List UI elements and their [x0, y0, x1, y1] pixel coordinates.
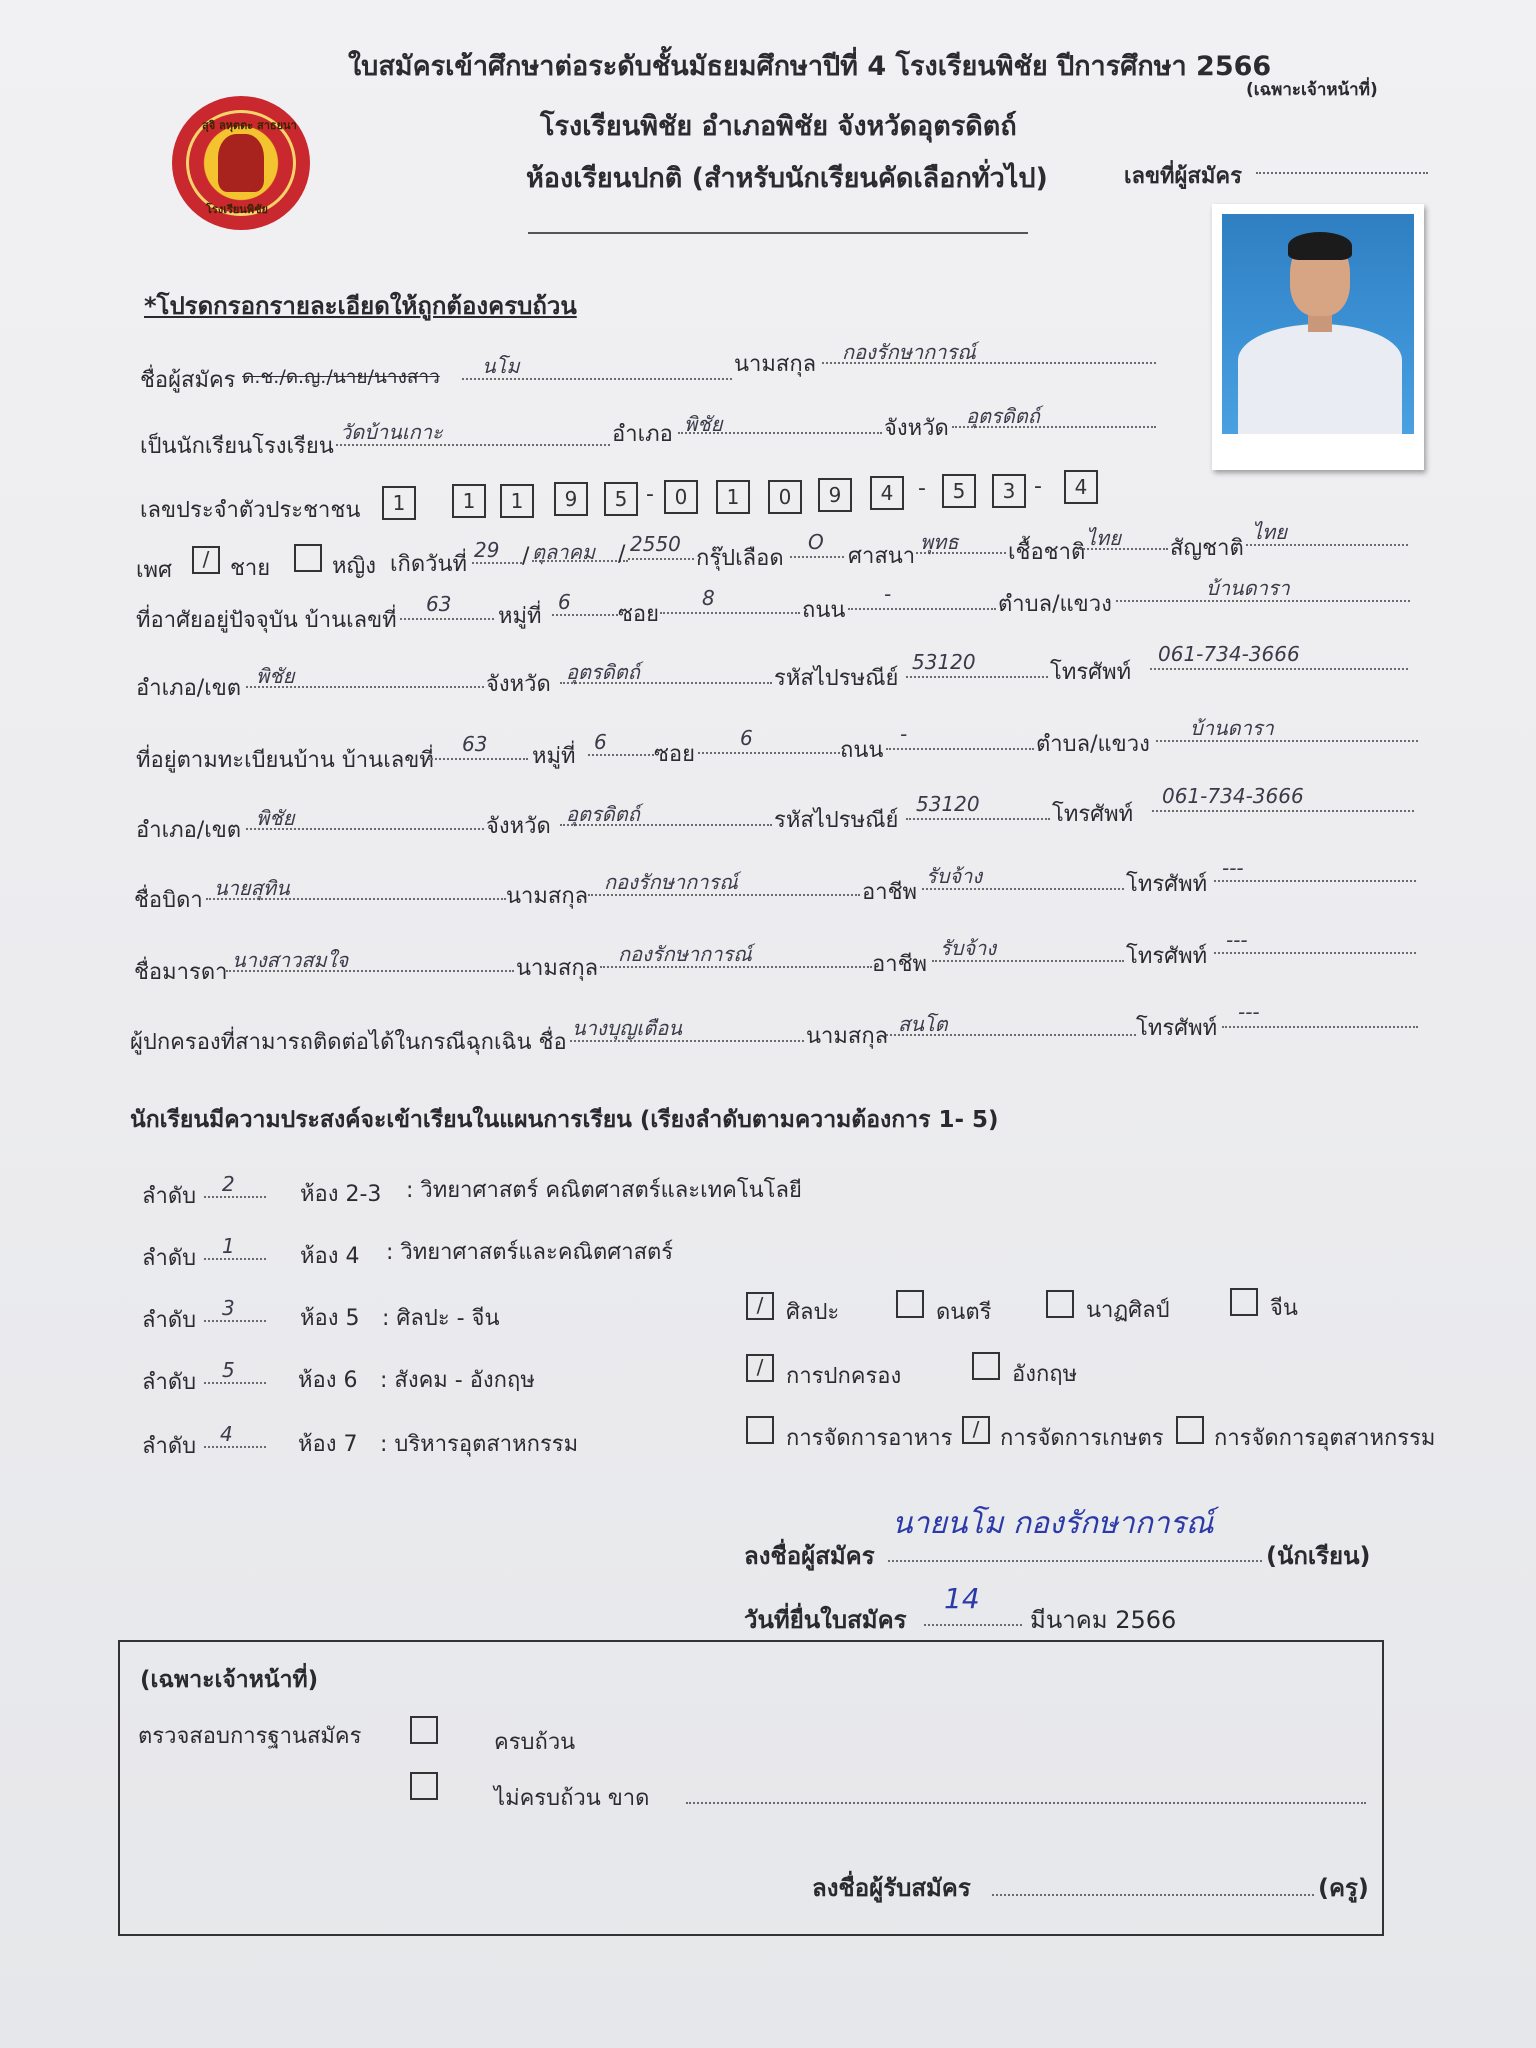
office-check-label: ตรวจสอบการฐานสมัคร: [138, 1724, 362, 1749]
option-label: การจัดการอุตสาหกรรม: [1214, 1426, 1436, 1451]
applicant-no-field[interactable]: [1256, 172, 1428, 174]
current-soi[interactable]: 8: [702, 586, 715, 610]
instruction-text: *โปรดกรอกรายละเอียดให้ถูกต้องครบถ้วน: [144, 292, 577, 320]
option-checkbox[interactable]: /: [746, 1292, 774, 1320]
road-label: ถนน: [802, 598, 846, 623]
slash: /: [618, 542, 626, 567]
registered-road[interactable]: -: [900, 722, 908, 746]
option-checkbox[interactable]: [972, 1352, 1000, 1380]
plan-rank[interactable]: 4: [220, 1422, 233, 1446]
soi-label: ซอย: [654, 742, 696, 767]
applicant-surname[interactable]: กองรักษาการณ์: [842, 340, 976, 364]
previous-school[interactable]: วัดบ้านเกาะ: [340, 420, 443, 444]
registered-subdistrict[interactable]: บ้านดารา: [1190, 716, 1274, 740]
blood-type[interactable]: O: [808, 530, 824, 554]
order-label: ลำดับ: [142, 1434, 197, 1459]
date-day[interactable]: 14: [944, 1582, 980, 1615]
option-checkbox[interactable]: [896, 1290, 924, 1318]
plans-heading: นักเรียนมีความประสงค์จะเข้าเรียนในแผนการเรียน (เรียงลำดับตามความต้องการ 1- 5): [130, 1107, 999, 1133]
id-separator: -: [1034, 474, 1042, 499]
plan-room: ห้อง 4: [300, 1244, 360, 1269]
date-label: วันที่ยื่นใบสมัคร: [744, 1606, 907, 1634]
option-checkbox[interactable]: /: [746, 1354, 774, 1382]
receiver-signature-field[interactable]: [992, 1894, 1314, 1896]
father-phone[interactable]: ---: [1222, 856, 1244, 880]
father-surname[interactable]: กองรักษาการณ์: [604, 870, 738, 894]
current-house-no[interactable]: 63: [426, 592, 452, 616]
plan-room: ห้อง 5: [300, 1306, 360, 1331]
mother-label: ชื่อมารดา: [134, 960, 228, 985]
receiver-role: (ครู): [1318, 1874, 1369, 1902]
phone-label: โทรศัพท์: [1052, 802, 1134, 827]
option-label: นาฏศิลป์: [1086, 1298, 1170, 1323]
id-separator: -: [646, 482, 654, 507]
header-underline: [528, 232, 1028, 234]
birth-year[interactable]: 2550: [630, 532, 681, 556]
id-digit-box[interactable]: 1: [382, 486, 416, 520]
phone-label: โทรศัพท์: [1126, 872, 1208, 897]
soi-label: ซอย: [618, 602, 660, 627]
seal-text-bottom: โรงเรียนพิชัย: [206, 203, 268, 216]
id-digit-box[interactable]: 9: [554, 482, 588, 516]
form-title: ใบสมัครเข้าศึกษาต่อระดับชั้นมัธยมศึกษาปีที่ 4 โรงเรียนพิชัย ปีการศึกษา 2566: [348, 51, 1272, 82]
female-label: หญิง: [332, 554, 376, 579]
current-address-label: ที่อาศัยอยู่ปัจจุบัน บ้านเลขที่: [136, 608, 397, 633]
religion-label: ศาสนา: [848, 544, 916, 569]
province-label: จังหวัด: [486, 814, 551, 839]
birth-label: เกิดวันที่: [390, 552, 468, 577]
order-label: ลำดับ: [142, 1246, 197, 1271]
id-digit-box[interactable]: 3: [992, 474, 1026, 508]
surname-label: นามสกุล: [734, 352, 817, 377]
complete-label: ครบถ้วน: [494, 1730, 576, 1755]
current-district[interactable]: พิชัย: [256, 664, 295, 688]
father-job[interactable]: รับจ้าง: [926, 864, 983, 888]
current-moo[interactable]: 6: [558, 590, 571, 614]
postcode-label: รหัสไปรษณีย์: [774, 666, 899, 691]
moo-label: หมู่ที่: [498, 604, 542, 629]
province-label: จังหวัด: [486, 672, 551, 697]
plan-rank[interactable]: 3: [222, 1296, 235, 1320]
option-checkbox[interactable]: [746, 1416, 774, 1444]
id-digit-box[interactable]: 1: [452, 484, 486, 518]
nationality[interactable]: ไทย: [1252, 520, 1287, 544]
id-digit-box[interactable]: 0: [664, 480, 698, 514]
phone-label: โทรศัพท์: [1050, 660, 1132, 685]
id-digit-box[interactable]: 5: [942, 474, 976, 508]
current-subdistrict[interactable]: บ้านดารา: [1206, 576, 1290, 600]
staff-only-note: (เฉพาะเจ้าหน้าที่): [1246, 80, 1378, 100]
plan-room: ห้อง 6: [298, 1368, 358, 1393]
religion[interactable]: พุทธ: [920, 530, 959, 554]
guardian-surname[interactable]: สนโต: [898, 1012, 948, 1036]
male-checkbox[interactable]: /: [192, 546, 220, 574]
male-label: ชาย: [230, 556, 271, 581]
current-phone[interactable]: 061-734-3666: [1158, 642, 1300, 666]
signature-label: ลงชื่อผู้สมัคร: [744, 1542, 875, 1570]
female-checkbox[interactable]: [294, 544, 322, 572]
room-line: ห้องเรียนปกติ (สำหรับนักเรียนคัดเลือกทั่วไป): [526, 163, 1048, 194]
plan-name: : ศิลปะ - จีน: [382, 1306, 500, 1331]
option-checkbox[interactable]: [1046, 1290, 1074, 1318]
district-label: อำเภอ/เขต: [136, 676, 242, 701]
id-digit-box[interactable]: 1: [716, 480, 750, 514]
road-label: ถนน: [840, 738, 884, 763]
plan-name: : วิทยาศาสตร์และคณิตศาสตร์: [386, 1240, 674, 1265]
complete-checkbox[interactable]: [410, 1716, 438, 1744]
current-postcode[interactable]: 53120: [912, 650, 976, 674]
mother-name[interactable]: นางสาวสมใจ: [232, 948, 349, 972]
gender-label: เพศ: [136, 558, 172, 583]
plan-room: ห้อง 7: [298, 1432, 358, 1457]
birth-day[interactable]: 29: [474, 538, 500, 562]
mother-job[interactable]: รับจ้าง: [940, 936, 997, 960]
id-digit-box[interactable]: 4: [870, 476, 904, 510]
guardian-name[interactable]: นางบุญเตือน: [572, 1016, 682, 1040]
birth-month[interactable]: ตุลาคม: [532, 540, 596, 564]
office-use-box: [118, 1640, 1384, 1936]
registered-phone[interactable]: 061-734-3666: [1162, 784, 1304, 808]
plan-rank[interactable]: 5: [222, 1358, 235, 1382]
option-label: การปกครอง: [786, 1364, 902, 1389]
plan-name: : สังคม - อังกฤษ: [380, 1368, 535, 1393]
seal-text-top: สุจิ ลหุตตะ สาธยนา: [202, 119, 297, 132]
postcode-label: รหัสไปรษณีย์: [774, 808, 899, 833]
school-province[interactable]: อุตรดิตถ์: [966, 404, 1040, 428]
id-digit-box[interactable]: 9: [818, 478, 852, 512]
mother-phone[interactable]: ---: [1226, 928, 1248, 952]
surname-label: นามสกุล: [806, 1024, 889, 1049]
school-line: โรงเรียนพิชัย อำเภอพิชัย จังหวัดอุตรดิตถ์: [540, 111, 1017, 142]
school-label: เป็นนักเรียนโรงเรียน: [140, 434, 334, 459]
current-road[interactable]: -: [884, 582, 892, 606]
title-options: ด.ช./ด.ญ./นาย/นางสาว: [242, 366, 440, 388]
race[interactable]: ไทย: [1086, 526, 1121, 550]
date-month-year: มีนาคม 2566: [1030, 1606, 1177, 1634]
option-checkbox[interactable]: /: [962, 1416, 990, 1444]
option-label: จีน: [1270, 1296, 1298, 1321]
applicant-name-label: ชื่อผู้สมัคร: [140, 368, 236, 393]
registered-province[interactable]: อุตรดิตถ์: [566, 802, 640, 826]
option-label: ศิลปะ: [786, 1300, 840, 1325]
registered-postcode[interactable]: 53120: [916, 792, 980, 816]
guardian-phone[interactable]: ---: [1238, 1000, 1260, 1024]
plan-rank[interactable]: 2: [222, 1172, 235, 1196]
applicant-no-label: เลขที่ผู้สมัคร: [1124, 164, 1242, 189]
surname-label: นามสกุล: [506, 884, 589, 909]
order-label: ลำดับ: [142, 1184, 197, 1209]
option-label: การจัดการอาหาร: [786, 1426, 953, 1451]
job-label: อาชีพ: [872, 952, 927, 977]
signature-role: (นักเรียน): [1266, 1542, 1371, 1570]
option-label: ดนตรี: [936, 1300, 992, 1325]
option-checkbox[interactable]: [1176, 1416, 1204, 1444]
id-digit-box[interactable]: 5: [604, 482, 638, 516]
slash: /: [522, 544, 530, 569]
plan-rank[interactable]: 1: [222, 1234, 235, 1258]
district-label: อำเภอ/เขต: [136, 818, 242, 843]
applicant-signature[interactable]: นายนโม กองรักษาการณ์: [892, 1506, 1214, 1541]
subdistrict-label: ตำบล/แขวง: [1036, 732, 1150, 757]
registered-moo[interactable]: 6: [594, 730, 607, 754]
incomplete-label: ไม่ครบถ้วน ขาด: [494, 1786, 650, 1811]
school-district[interactable]: พิชัย: [684, 412, 723, 436]
province-label: จังหวัด: [884, 416, 949, 441]
guardian-label: ผู้ปกครองที่สามารถติดต่อได้ในกรณีฉุกเฉิน ชื่อ: [130, 1030, 567, 1055]
registered-address-label: ที่อยู่ตามทะเบียนบ้าน บ้านเลขที่: [136, 748, 434, 773]
id-card-label: เลขประจำตัวประชาชน: [140, 498, 361, 523]
blood-label: กรุ๊ปเลือด: [696, 546, 784, 571]
registered-district[interactable]: พิชัย: [256, 806, 295, 830]
district-label: อำเภอ: [612, 422, 673, 447]
applicant-first-name[interactable]: นโม: [482, 354, 520, 378]
phone-label: โทรศัพท์: [1136, 1016, 1218, 1041]
race-label: เชื้อชาติ: [1008, 540, 1086, 565]
subdistrict-label: ตำบล/แขวง: [998, 592, 1112, 617]
id-digit-box[interactable]: 0: [768, 480, 802, 514]
moo-label: หมู่ที่: [532, 744, 576, 769]
applicant-photo: [1212, 204, 1424, 470]
father-label: ชื่อบิดา: [134, 888, 203, 913]
receiver-label: ลงชื่อผู้รับสมัคร: [812, 1874, 971, 1902]
option-checkbox[interactable]: [1230, 1288, 1258, 1316]
phone-label: โทรศัพท์: [1126, 944, 1208, 969]
registered-house-no[interactable]: 63: [462, 732, 488, 756]
id-separator: -: [918, 476, 926, 501]
incomplete-checkbox[interactable]: [410, 1772, 438, 1800]
id-digit-box[interactable]: 4: [1064, 470, 1098, 504]
order-label: ลำดับ: [142, 1308, 197, 1333]
job-label: อาชีพ: [862, 880, 917, 905]
surname-label: นามสกุล: [516, 956, 599, 981]
id-digit-box[interactable]: 1: [500, 484, 534, 518]
current-province[interactable]: อุตรดิตถ์: [566, 660, 640, 684]
option-label: การจัดการเกษตร: [1000, 1426, 1164, 1451]
office-title: (เฉพาะเจ้าหน้าที่): [140, 1667, 319, 1693]
plan-room: ห้อง 2-3: [300, 1182, 382, 1207]
plan-name: : วิทยาศาสตร์ คณิตศาสตร์และเทคโนโลยี: [406, 1178, 802, 1203]
missing-items-field[interactable]: [686, 1802, 1366, 1804]
nationality-label: สัญชาติ: [1170, 536, 1244, 561]
mother-surname[interactable]: กองรักษาการณ์: [618, 942, 752, 966]
order-label: ลำดับ: [142, 1370, 197, 1395]
plan-name: : บริหารอุตสาหกรรม: [380, 1432, 579, 1457]
option-label: อังกฤษ: [1012, 1362, 1078, 1387]
registered-soi[interactable]: 6: [740, 726, 753, 750]
father-name[interactable]: นายสุทิน: [214, 876, 290, 900]
school-seal-icon: [172, 96, 310, 230]
